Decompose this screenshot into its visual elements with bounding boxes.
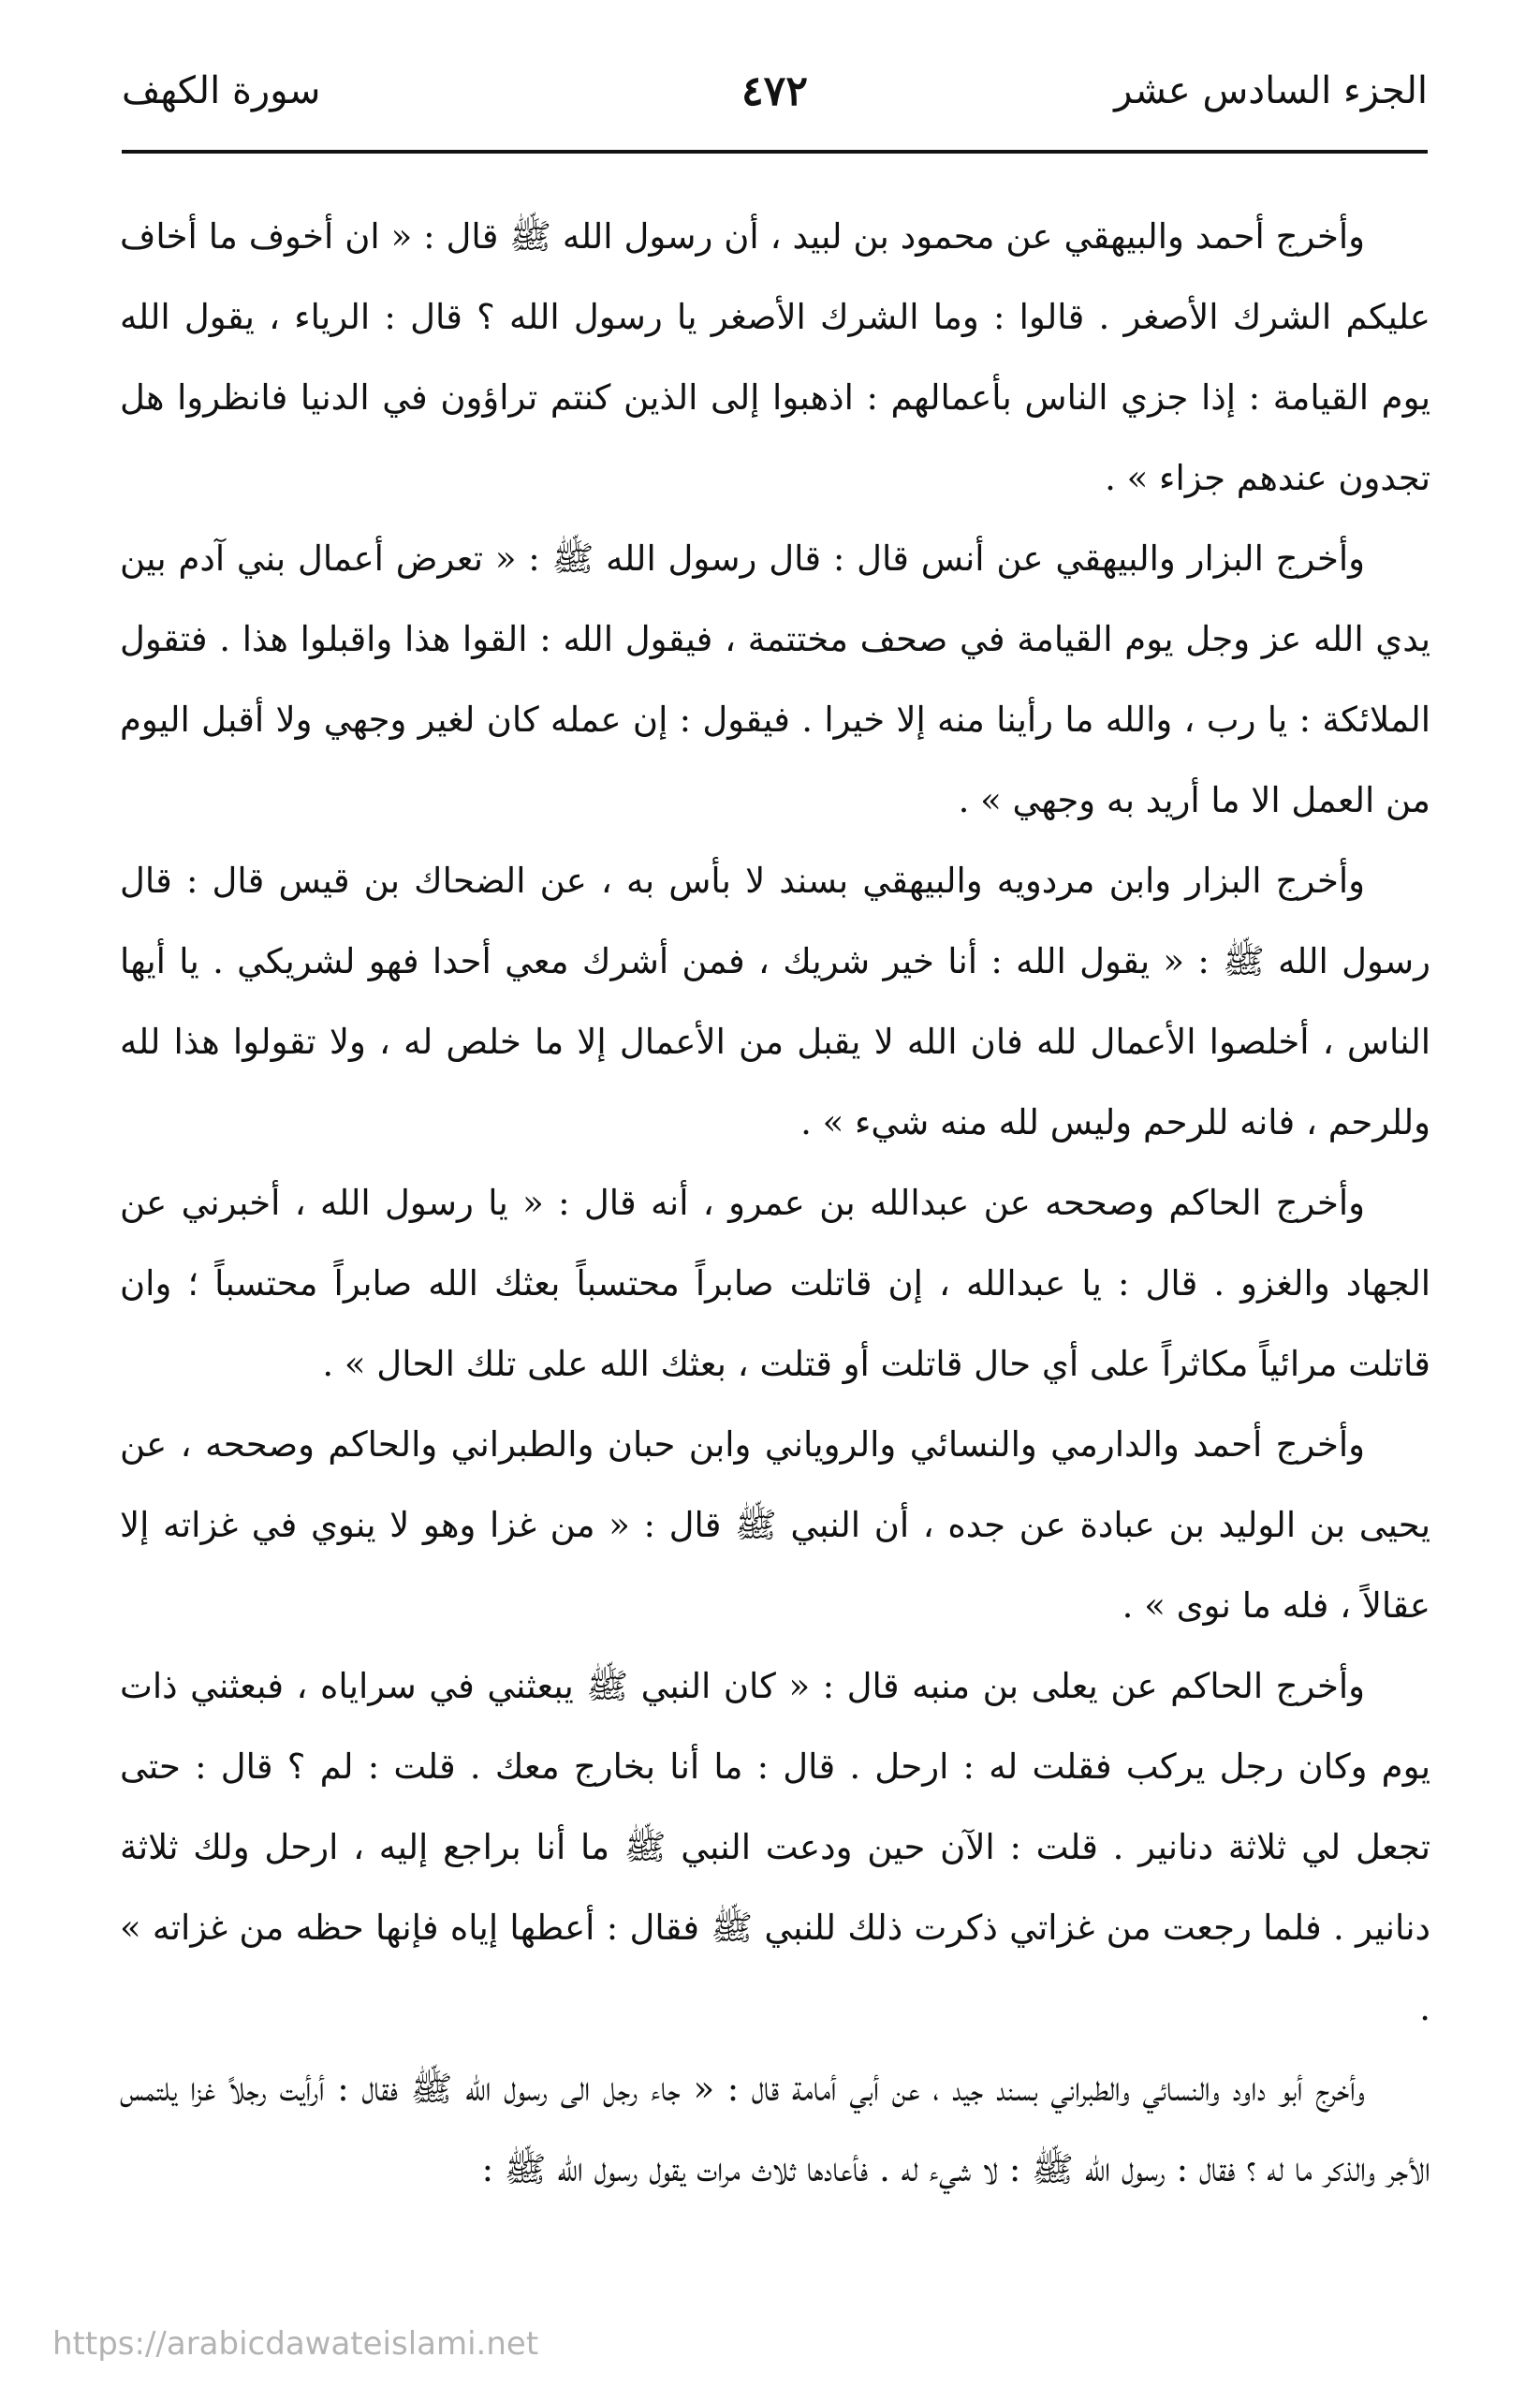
paragraph-5: وأخرج أحمد والدارمي والنسائي والروياني وابن حبان والطبراني والحاكم وصححه ، عن يحيى بن الوليد بن عبادة عن جده ، أن النبي ﷺ قال : « من غزا وهو لا ينوي في غزاته إلا عقالاً ، فله ما نوى » . xyxy=(120,1424,1430,1626)
watermark-url: https://arabicdawateislami.net xyxy=(52,2325,539,2363)
page-header xyxy=(122,64,1428,139)
paragraph-6: وأخرج الحاكم عن يعلى بن منبه قال : « كان النبي ﷺ يبعثني في سراياه ، فبعثني ذات يوم وكان رجل يركب فقلت له : ارحل . قال : ما أنا بخارج معك . قلت : لم ؟ قال : حتى تجعل لي ثلاثة دنانير . قلت : الآن حين ودعت النبي ﷺ ما أنا براجع إليه ، ارحل ولك ثلاثة دنانير . فلما رجعت من غزاتي ذكرت ذلك للنبي ﷺ فقال : أعطها إياه فإنها حظه من غزاته » . xyxy=(120,1666,1430,2028)
paragraph-2: وأخرج البزار والبيهقي عن أنس قال : قال رسول الله ﷺ : « تعرض أعمال بني آدم بين يدي الله عز وجل يوم القيامة في صحف مختتمة ، فيقول الله : القوا هذا واقبلوا هذا . فتقول الملائكة : يا رب ، والله ما رأينا منه إلا خيرا . فيقول : إن عمله كان لغير وجهي ولا أقبل اليوم من العمل الا ما أريد به وجهي » . xyxy=(120,538,1430,820)
surah-title: سورة الكهف xyxy=(122,69,321,112)
paragraph-7: وأخرج أبو داود والنسائي والطبراني بسند جيد ، عن أبي أمامة قال : « جاء رجل الى رسول الله ﷺ فقال : أرأيت رجلاً غزا يلتمس الأجر والذكر ما له ؟ فقال : رسول الله ﷺ : لا شيء له . فأعادها ثلاث مرات يقول رسول الله ﷺ : xyxy=(120,2069,1430,2189)
page-number: ٤٧٢ xyxy=(741,67,808,115)
header-rule xyxy=(122,150,1428,154)
part-title: الجزء السادس عشر xyxy=(1114,69,1428,112)
page-body xyxy=(120,197,1430,2304)
paragraph-3: وأخرج البزار وابن مردويه والبيهقي بسند لا بأس به ، عن الضحاك بن قيس قال : قال رسول الله ﷺ : « يقول الله : أنا خير شريك ، فمن أشرك معي أحدا فهو لشريكي . يا أيها الناس ، أخلصوا الأعمال لله فان الله لا يقبل من الأعمال إلا ما خلص له ، ولا تقولوا هذا لله وللرحم ، فانه للرحم وليس لله منه شيء » . xyxy=(120,861,1430,1142)
paragraph-4: وأخرج الحاكم وصححه عن عبدالله بن عمرو ، أنه قال : « يا رسول الله ، أخبرني عن الجهاد والغزو . قال : يا عبدالله ، إن قاتلت صابراً محتسباً بعثك الله صابراً محتسباً ؛ وان قاتلت مرائياً مكاثراً على أي حال قاتلت أو قتلت ، بعثك الله على تلك الحال » . xyxy=(120,1183,1430,1384)
paragraph-1: وأخرج أحمد والبيهقي عن محمود بن لبيد ، أن رسول الله ﷺ قال : « ان أخوف ما أخاف عليكم الشرك الأصغر . قالوا : وما الشرك الأصغر يا رسول الله ؟ قال : الرياء ، يقول الله يوم القيامة : إذا جزي الناس بأعمالهم : اذهبوا إلى الذين كنتم تراؤون في الدنيا فانظروا هل تجدون عندهم جزاء » . xyxy=(120,216,1430,498)
